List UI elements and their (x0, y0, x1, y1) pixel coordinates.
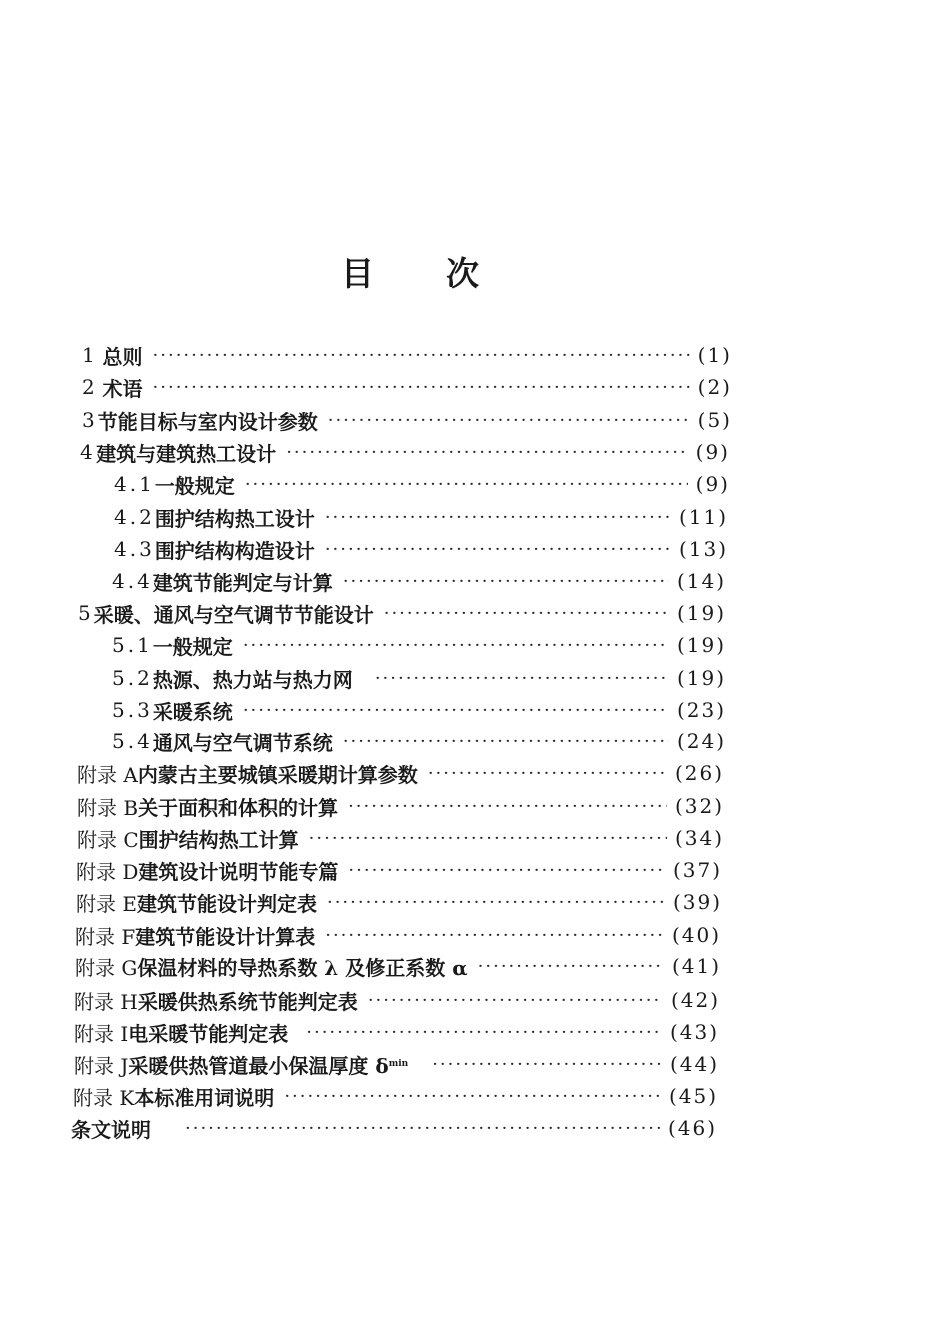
toc-entry-number: 5.3 (112, 698, 153, 722)
toc-entry[interactable] (114, 469, 730, 499)
toc-entry[interactable] (74, 1049, 719, 1079)
dot-leader (306, 1022, 662, 1043)
toc-entry-page: (39) (672, 890, 722, 914)
toc-entry-page: (13) (678, 537, 728, 561)
toc-entry[interactable] (78, 598, 726, 628)
toc-entry[interactable] (76, 855, 722, 885)
toc-entry-page: (40) (671, 923, 721, 947)
toc-entry-title: 节能目标与室内设计参数 (97, 409, 318, 434)
toc-entry[interactable] (112, 663, 726, 693)
toc-entry-title: 关于面积和体积的计算 (138, 795, 339, 820)
toc-entry-number: 4.2 (114, 505, 155, 529)
dot-leader (325, 539, 671, 560)
toc-entry[interactable] (112, 630, 726, 660)
toc-entry-number: 4.1 (114, 472, 155, 496)
toc-entry-page: (1) (697, 343, 732, 367)
dot-leader (478, 956, 664, 977)
toc-entry[interactable] (75, 951, 721, 981)
toc-entry-number: 5.2 (112, 666, 153, 690)
toc-entry-title: 总则 (102, 344, 143, 369)
dot-leader (243, 700, 669, 721)
toc-entry[interactable] (74, 985, 720, 1015)
toc-entry-title: 术语 (102, 376, 143, 401)
toc-entry-title: 一般规定 (152, 634, 233, 659)
dot-leader (325, 507, 671, 528)
toc-entry[interactable] (74, 1017, 719, 1047)
toc-entry-title: 围护结构热工计算 (138, 827, 299, 852)
toc-entry[interactable] (73, 1081, 718, 1111)
toc-entry-number: 附录 H (74, 989, 138, 1014)
dot-leader (328, 410, 690, 431)
dot-leader (384, 603, 669, 624)
toc-entry-number: 附录 J (74, 1053, 129, 1078)
toc-entry-page: (46) (667, 1116, 717, 1140)
toc-entry-title: 建筑与建筑热工设计 (96, 441, 277, 466)
dot-leader (245, 474, 688, 495)
toc-entry-title: 电采暖节能判定表 (128, 1021, 289, 1046)
toc-entry[interactable] (112, 726, 726, 756)
toc-entry[interactable] (71, 1113, 717, 1143)
toc-entry-number: 5.4 (112, 729, 153, 753)
dot-leader (284, 1086, 661, 1107)
toc-entry-page: (9) (695, 472, 730, 496)
toc-entry-number: 附录 G (75, 955, 138, 980)
dot-leader (432, 1054, 662, 1075)
toc-entry-page: (19) (676, 633, 726, 657)
toc-entry-title: 热源、热力站与热力网 (152, 667, 353, 692)
toc-entry[interactable] (75, 920, 721, 950)
toc-entry-number: 附录 I (74, 1021, 129, 1046)
toc-entry-title: 建筑节能设计计算表 (135, 924, 316, 949)
page-title-right: 次 (446, 254, 479, 293)
dot-leader (327, 892, 665, 913)
toc-entry-title: 建筑节能判定与计算 (152, 570, 333, 595)
toc-entry-number: 附录 B (77, 795, 139, 820)
dot-leader (243, 635, 669, 656)
toc-entry-title: 本标准用词说明 (134, 1085, 275, 1110)
toc-entry-page: (32) (674, 794, 724, 818)
toc-entry[interactable] (77, 823, 724, 853)
toc-entry-number: 附录 A (77, 762, 138, 787)
dot-leader (343, 731, 669, 752)
toc-entry-page: (2) (697, 375, 732, 399)
toc-entry-page: (45) (668, 1084, 718, 1108)
toc-entry-page: (24) (676, 729, 726, 753)
toc-entry-number: 4.3 (114, 537, 155, 561)
toc-entry-number: 2 (82, 375, 98, 399)
toc-entry-page: (19) (676, 666, 726, 690)
toc-entry-title: 内蒙古主要城镇采暖期计算参数 (137, 762, 418, 787)
toc-entry[interactable] (114, 502, 728, 532)
toc-entry-page: (26) (674, 761, 724, 785)
toc-entry-number: 附录 E (76, 891, 137, 916)
toc-entry-page: (11) (678, 505, 728, 529)
toc-entry-number: 4.4 (112, 569, 153, 593)
toc-entry-page: (43) (669, 1020, 719, 1044)
toc-entry[interactable] (114, 534, 728, 564)
dot-leader (325, 925, 664, 946)
toc-entry-page: (42) (670, 988, 720, 1012)
dot-leader (153, 345, 690, 366)
toc-entry-page: (14) (676, 569, 726, 593)
page-title (0, 248, 820, 295)
toc-entry-title: 围护结构热工设计 (154, 506, 315, 531)
toc-entry-title: 建筑节能设计判定表 (136, 891, 317, 916)
toc-entry-title: 采暖系统 (152, 699, 233, 724)
dot-leader (348, 796, 667, 817)
page-title-left: 目 (341, 254, 374, 293)
toc-entry-title: 建筑设计说明节能专篇 (138, 859, 339, 884)
dot-leader (309, 828, 667, 849)
toc-entry-number: 5 (78, 601, 94, 625)
toc-entry-title: 保温材料的导热系数 λ 及修正系数 α (137, 955, 468, 980)
toc-entry-number: 5.1 (112, 633, 153, 657)
toc-entry-page: (19) (676, 601, 726, 625)
toc-entry[interactable] (82, 372, 732, 402)
toc-entry-title: 通风与空气调节系统 (152, 730, 333, 755)
toc-entry[interactable] (77, 758, 724, 788)
dot-leader (368, 990, 663, 1011)
toc-entry-page: (9) (695, 440, 730, 464)
toc-entry-number: 附录 C (77, 827, 139, 852)
dot-leader (348, 860, 665, 881)
subscript-min: min (388, 1059, 409, 1069)
toc-entry-page: (41) (671, 954, 721, 978)
dot-leader (428, 763, 667, 784)
dot-leader (375, 668, 669, 689)
toc-entry-number: 附录 D (76, 859, 139, 884)
toc-entry-number: 4 (80, 440, 96, 464)
toc-entry-title: 采暖供热管道最小保温厚度 δ (128, 1053, 389, 1078)
dot-leader (153, 377, 690, 398)
dot-leader (343, 571, 669, 592)
toc-entry-title: 条文说明 (71, 1117, 151, 1142)
toc-entry[interactable] (77, 791, 724, 821)
toc-entry-page: (5) (697, 408, 732, 432)
toc-entry-page: (44) (669, 1052, 719, 1076)
toc-entry[interactable] (80, 437, 730, 467)
dot-leader (185, 1118, 660, 1139)
toc-entry-number: 1 (82, 343, 98, 367)
toc-entry-page: (37) (672, 858, 722, 882)
toc-entry-title: 围护结构构造设计 (154, 538, 315, 563)
toc-entry[interactable] (112, 695, 726, 725)
toc-entry-number: 附录 F (75, 924, 136, 949)
toc-entry-title: 一般规定 (154, 473, 235, 498)
toc-entry-number: 3 (82, 408, 98, 432)
toc-entry[interactable] (82, 405, 732, 435)
toc-entry-number: 附录 K (73, 1085, 135, 1110)
toc-entry-title: 采暖、通风与空气调节节能设计 (93, 602, 374, 627)
dot-leader (286, 442, 687, 463)
toc-entry[interactable] (76, 887, 722, 917)
toc-entry[interactable] (112, 566, 726, 596)
toc-entry-page: (34) (674, 826, 724, 850)
toc-entry[interactable] (82, 340, 732, 370)
toc-entry-title: 采暖供热系统节能判定表 (137, 989, 358, 1014)
toc-entry-page: (23) (676, 698, 726, 722)
